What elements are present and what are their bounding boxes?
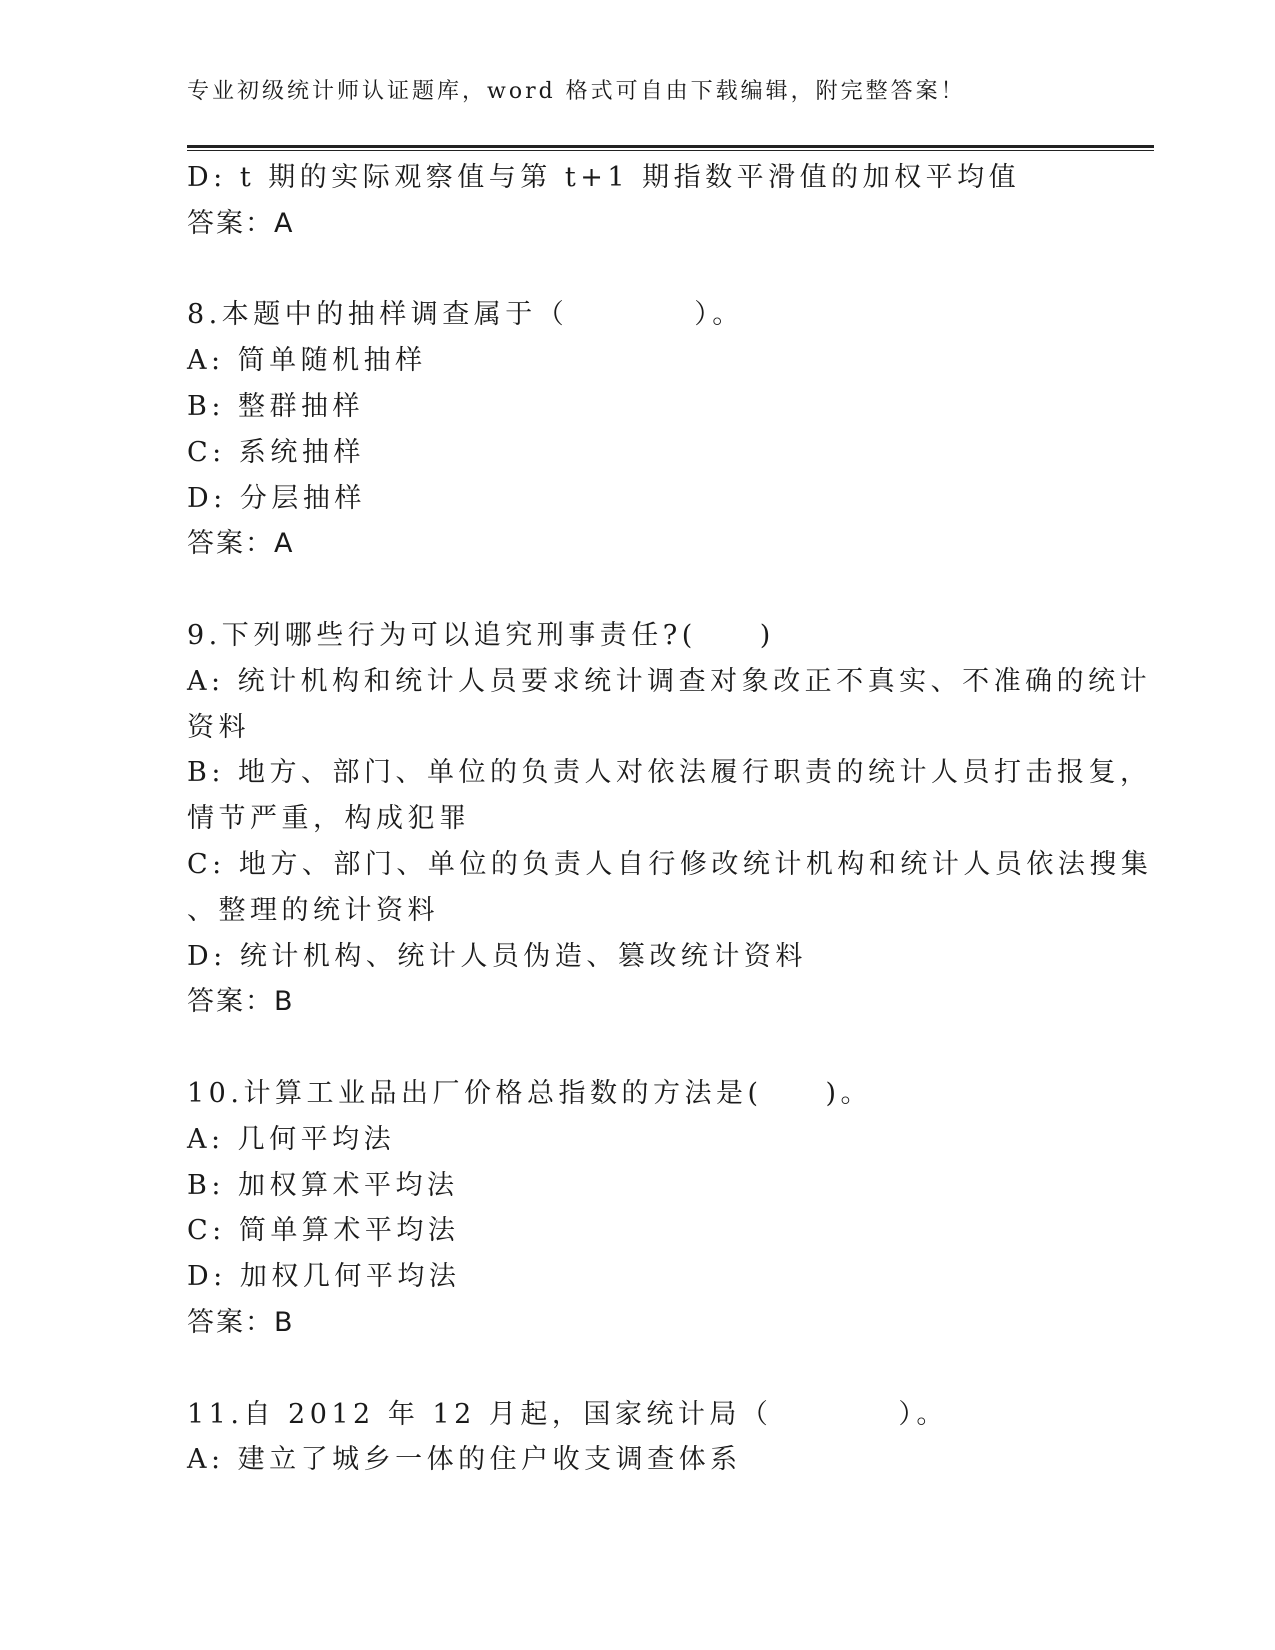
option-d: D: 加权几何平均法 — [187, 1261, 461, 1293]
question-stem: 9.下列哪些行为可以追究刑事责任?( ) — [187, 619, 775, 651]
document-body — [187, 155, 1153, 1483]
option-b: B: 地方、部门、单位的负责人对依法履行职责的统计人员打击报复， — [187, 757, 1152, 789]
spacer — [187, 1025, 1087, 1071]
option-a-continued: 资料 — [187, 711, 250, 743]
option-b: B: 整群抽样 — [187, 390, 365, 422]
question-8 — [187, 292, 1087, 567]
option-c: C: 系统抽样 — [187, 436, 365, 468]
question-9 — [187, 613, 1153, 1025]
header-rule-thin — [187, 150, 1154, 151]
option-d: D: 分层抽样 — [187, 482, 366, 514]
spacer — [187, 567, 1087, 613]
option-c-continued: 、整理的统计资料 — [187, 894, 439, 926]
option-b: B: 加权算术平均法 — [187, 1169, 459, 1201]
spacer — [187, 247, 1087, 293]
answer: 答案：B — [187, 986, 295, 1018]
header-rule-thick — [187, 145, 1154, 148]
spacer — [187, 1346, 1087, 1392]
question-10 — [187, 1071, 1087, 1346]
question-7-tail — [187, 155, 1087, 247]
answer: 答案：A — [187, 528, 295, 560]
option-b-continued: 情节严重，构成犯罪 — [187, 803, 471, 835]
option-a: A: 几何平均法 — [187, 1123, 396, 1155]
header-text: 专业初级统计师认证题库，word 格式可自由下载编辑，附完整答案！ — [187, 79, 966, 104]
question-stem: 11.自 2012 年 12 月起，国家统计局（ ）。 — [187, 1398, 948, 1430]
answer: 答案：B — [187, 1306, 295, 1338]
question-stem: 10.计算工业品出厂价格总指数的方法是( )。 — [187, 1077, 873, 1109]
question-11 — [187, 1392, 1087, 1484]
option-d: D: t 期的实际观察值与第 t+1 期指数平滑值的加权平均值 — [187, 162, 1021, 193]
option-c: C: 地方、部门、单位的负责人自行修改统计机构和统计人员依法搜集 — [187, 848, 1153, 880]
answer: 答案：A — [187, 207, 295, 239]
option-d: D: 统计机构、统计人员伪造、篡改统计资料 — [187, 940, 807, 972]
option-a: A: 简单随机抽样 — [187, 345, 427, 377]
option-a: A: 建立了城乡一体的住户收支调查体系 — [187, 1444, 742, 1476]
question-stem: 8.本题中的抽样调查属于（ ）。 — [187, 299, 744, 331]
option-a: A: 统计机构和统计人员要求统计调查对象改正不真实、不准确的统计 — [187, 665, 1152, 697]
option-c: C: 简单算术平均法 — [187, 1215, 460, 1247]
